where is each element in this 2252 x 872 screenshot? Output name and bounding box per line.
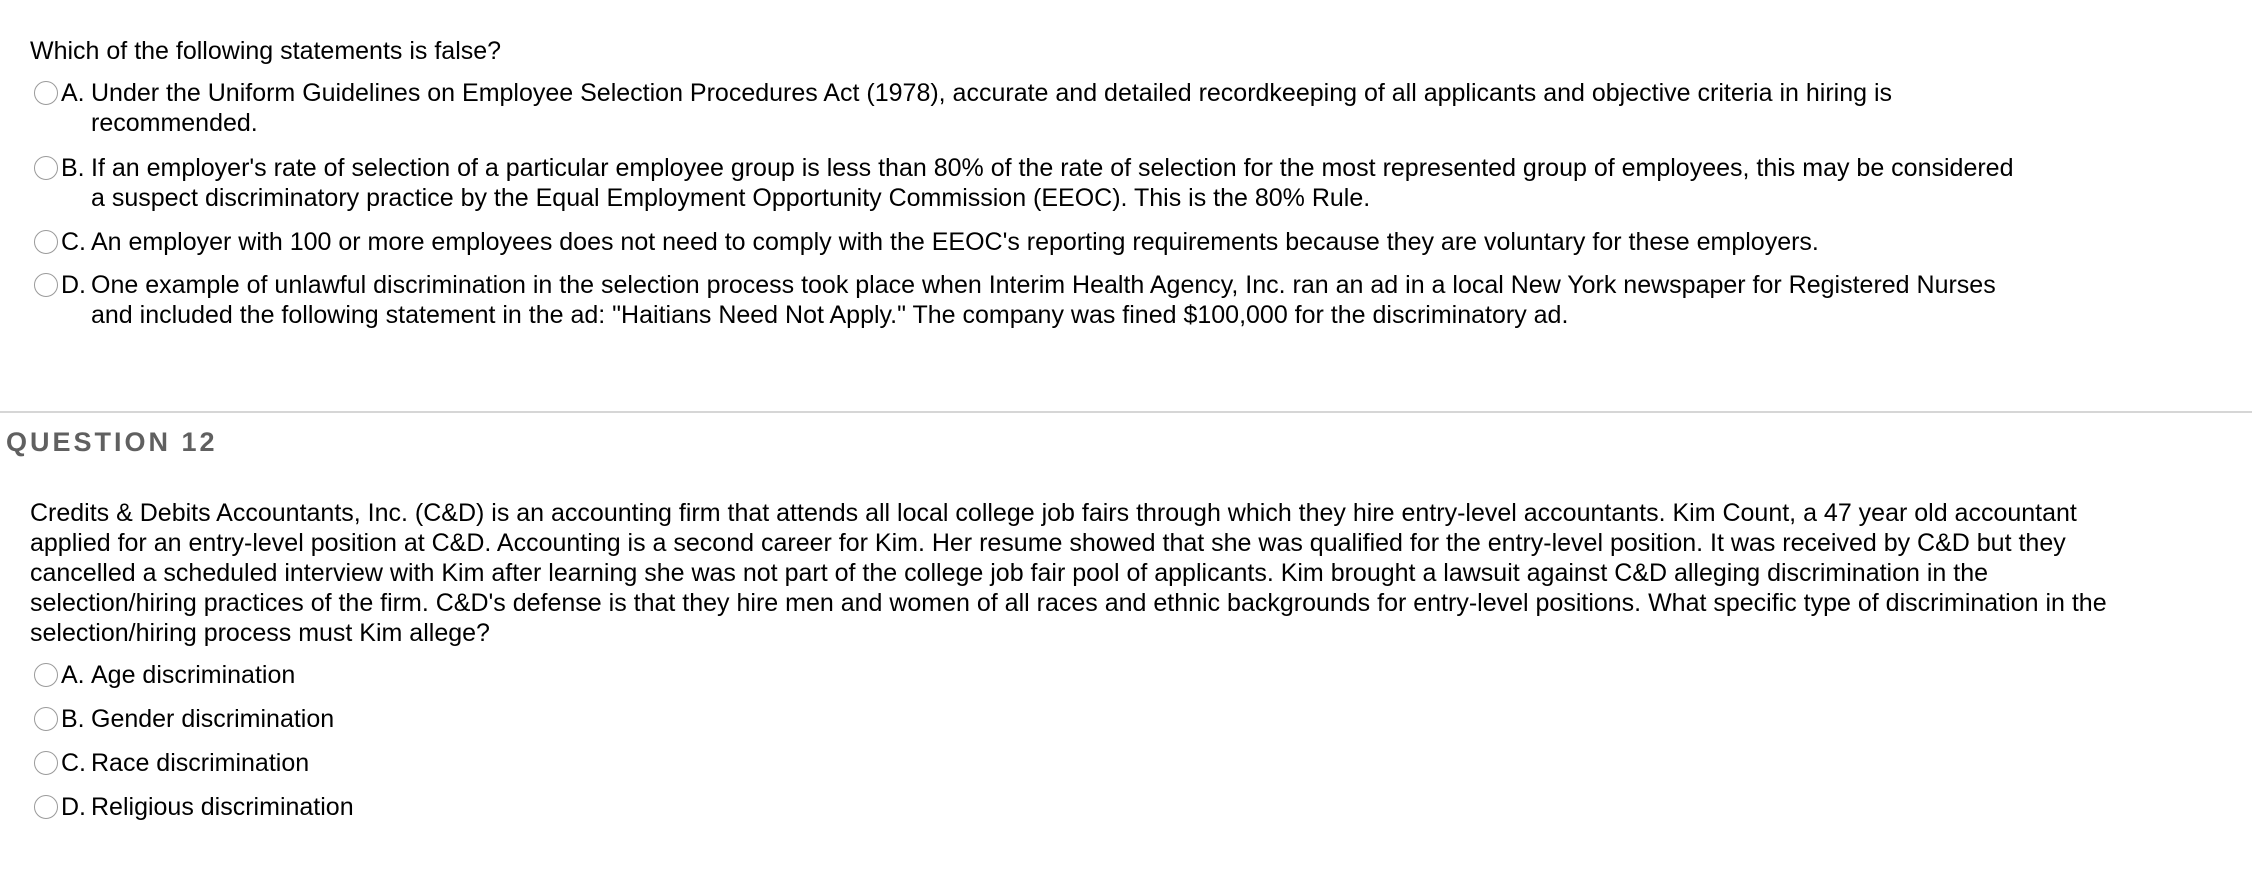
radio-button[interactable] bbox=[34, 81, 58, 105]
radio-button[interactable] bbox=[34, 707, 58, 731]
radio-button[interactable] bbox=[34, 795, 58, 819]
question-12-body: Credits & Debits Accountants, Inc. (C&D) is an accounting firm that attends all local college job fairs through which they hire entry-level accountants. Kim Count, a 47 year old accountant applied for an entry-level position at C&D. Accounting is a second career for Kim. Her resume showed that she was qualified for the entry-level position. It was received by C&D but they cancelled a scheduled interview with Kim after learning she was not part of the college job fair pool of applicants. Kim brought a lawsuit against C&D alleging discrimination in the selection/hiring practices of the firm. C&D's defense is that they hire men and women of all races and ethnic backgrounds for entry-level positions. What specific type of discrimination in the selection/hiring process must Kim allege? bbox=[30, 499, 2107, 647]
q11-option-c[interactable] bbox=[34, 227, 2034, 257]
option-letter: D. bbox=[61, 793, 86, 821]
option-text: An employer with 100 or more employees does not need to comply with the EEOC's reporting requirements because they are voluntary for these employers. bbox=[91, 228, 1819, 256]
radio-button[interactable] bbox=[34, 156, 58, 180]
radio-button[interactable] bbox=[34, 751, 58, 775]
q11-option-a[interactable] bbox=[34, 78, 2034, 138]
radio-button[interactable] bbox=[34, 663, 58, 687]
option-letter: B. bbox=[61, 154, 85, 182]
question-12-header: QUESTION 12 bbox=[6, 427, 218, 457]
option-text: Gender discrimination bbox=[91, 705, 335, 733]
option-letter: C. bbox=[61, 749, 86, 777]
option-text: One example of unlawful discrimination in the selection process took place when Interim Health Agency, Inc. ran an ad in a local New York newspaper for Registered Nurses and included the following statement in the ad: "Haitians Need Not Apply." The company was fined $100,000 for the discriminatory ad. bbox=[91, 271, 1996, 329]
option-letter: A. bbox=[61, 661, 85, 689]
option-text: Religious discrimination bbox=[91, 793, 354, 821]
q12-option-c[interactable] bbox=[34, 748, 2034, 778]
option-text: Age discrimination bbox=[91, 661, 296, 689]
option-text: If an employer's rate of selection of a particular employee group is less than 80% of the rate of selection for the most represented group of employees, this may be considered a suspect discriminatory practice by the Equal Employment Opportunity Commission (EEOC). This is the 80% Rule. bbox=[91, 154, 2014, 212]
option-letter: B. bbox=[61, 705, 85, 733]
option-letter: A. bbox=[61, 79, 85, 107]
option-text: Race discrimination bbox=[91, 749, 310, 777]
q11-option-b[interactable] bbox=[34, 153, 2034, 213]
option-text: Under the Uniform Guidelines on Employee Selection Procedures Act (1978), accurate and detailed recordkeeping of all applicants and objective criteria in hiring is recommended. bbox=[91, 79, 1893, 137]
option-letter: C. bbox=[61, 228, 86, 256]
question-11-prompt: Which of the following statements is false? bbox=[30, 37, 502, 65]
q12-option-a[interactable] bbox=[34, 660, 2034, 690]
q12-option-d[interactable] bbox=[34, 792, 2034, 822]
question-divider bbox=[0, 411, 2252, 413]
option-letter: D. bbox=[61, 271, 86, 299]
radio-button[interactable] bbox=[34, 230, 58, 254]
radio-button[interactable] bbox=[34, 273, 58, 297]
q12-option-b[interactable] bbox=[34, 704, 2034, 734]
q11-option-d[interactable] bbox=[34, 270, 2034, 330]
